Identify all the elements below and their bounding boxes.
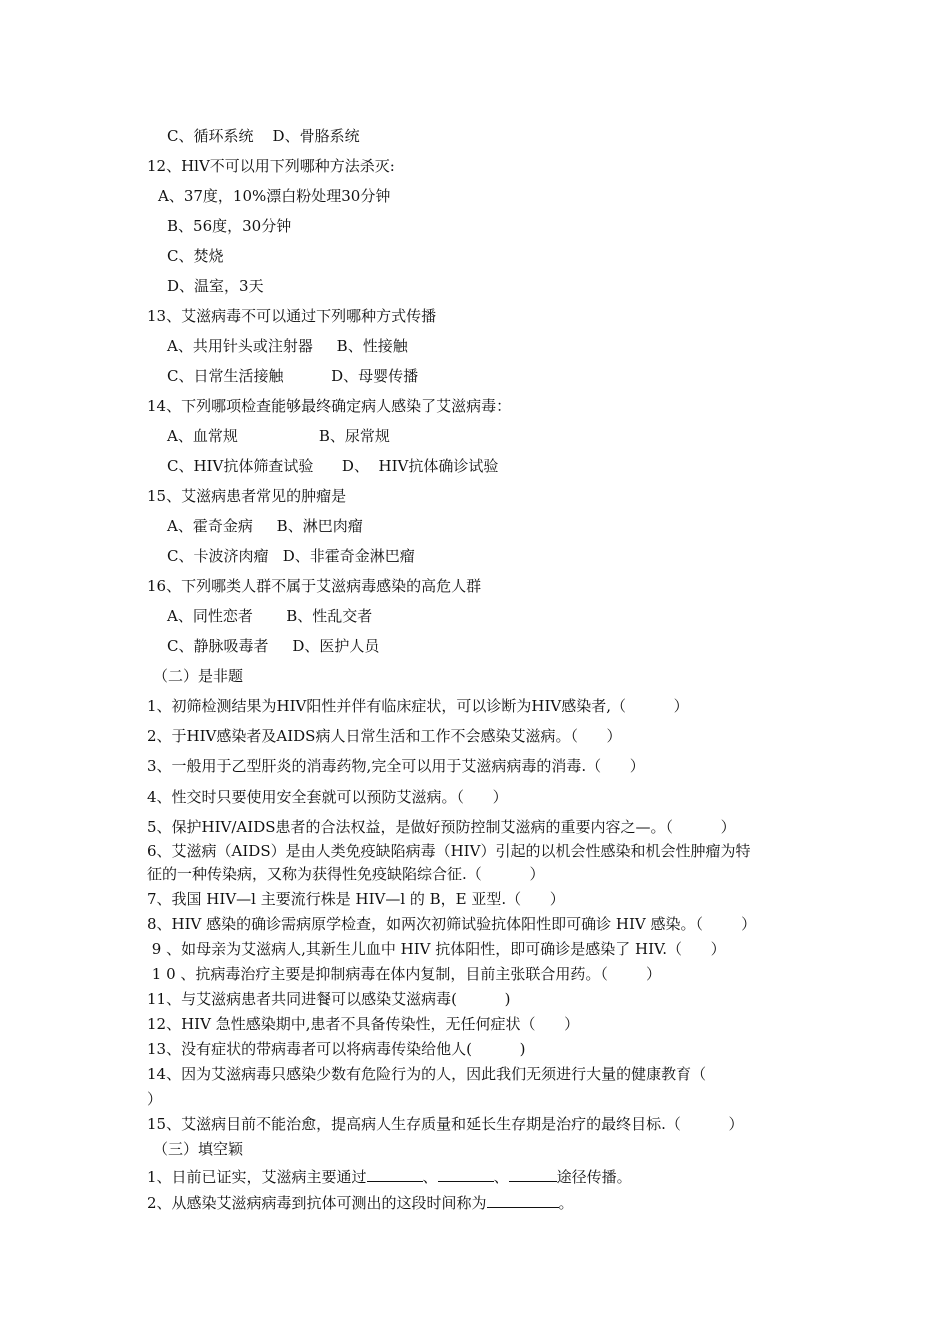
tf-item-3: 3、一般用于乙型肝炎的消毒药物,完全可以用于艾滋病病毒的消毒.（ ）: [147, 757, 645, 775]
tf-item-9: 9 、如母亲为艾滋病人,其新生儿血中 HIV 抗体阳性，即可确诊是感染了 HIV.（ ）: [147, 940, 726, 958]
tf-item-6-line-1: 6、艾滋病（AIDS）是由人类免疫缺陷病毒（HIV）引起的以机会性感染和机会性肿瘤为特: [147, 842, 751, 860]
tf-item-14-line-2: ）: [147, 1090, 163, 1108]
fill-item-2-text: 2、从感染艾滋病病毒到抗体可测出的这段时间称为: [147, 1194, 487, 1212]
q16-options-ab: A、同性恋者 B、性乱交者: [167, 607, 373, 625]
q13-options-cd: C、日常生活接触 D、母婴传播: [167, 367, 419, 385]
fill-item-2-end: 。: [558, 1194, 574, 1212]
q14-options-ab: A、血常规 B、尿常规: [167, 427, 390, 445]
q16-options-cd: C、静脉吸毒者 D、医护人员: [167, 637, 380, 655]
q16-question: 16、下列哪类人群不属于艾滋病毒感染的高危人群: [147, 577, 482, 595]
q12-question: 12、HlV不可以用下列哪种方法杀灭:: [147, 157, 395, 175]
tf-item-4: 4、性交时只要使用安全套就可以预防艾滋病。（ ）: [147, 788, 508, 806]
tf-item-10: 1 0 、抗病毒治疗主要是抑制病毒在体内复制，目前主张联合用药。（ ）: [147, 965, 662, 983]
true-false-heading: （二）是非题: [153, 667, 244, 685]
q11-options-cd: C、循环系统 D、骨胳系统: [167, 127, 360, 145]
tf-item-2: 2、于HIV感染者及AIDS病人日常生活和工作不会感染艾滋病。（ ）: [147, 727, 622, 745]
blank-2[interactable]: [438, 1167, 494, 1182]
separator: 、: [493, 1168, 509, 1186]
fill-item-1-text: 1、日前已证实，艾滋病主要通过: [147, 1168, 367, 1186]
blank-4[interactable]: [487, 1193, 559, 1208]
blank-1[interactable]: [367, 1167, 423, 1182]
tf-item-15: 15、艾滋病目前不能治愈，提高病人生存质量和延长生存期是治疗的最终目标.（ ）: [147, 1115, 744, 1133]
blank-3[interactable]: [509, 1167, 557, 1182]
tf-item-1: 1、初筛检测结果为HIV阳性并伴有临床症状，可以诊断为HIV感染者,（ ）: [147, 697, 689, 715]
tf-item-7: 7、我国 HIV—l 主要流行株是 HIV—l 的 B，E 亚型.（ ）: [147, 890, 565, 908]
q12-option-c: C、焚烧: [167, 247, 224, 265]
separator: 、: [422, 1168, 438, 1186]
q13-question: 13、艾滋病毒不可以通过下列哪种方式传播: [147, 307, 437, 325]
q15-question: 15、艾滋病患者常见的肿瘤是: [147, 487, 347, 505]
tf-item-5: 5、保护HIV/AIDS患者的合法权益，是做好预防控制艾滋病的重要内容之—。（ ）: [147, 818, 736, 836]
q12-option-d: D、温室，3天: [167, 277, 264, 295]
q12-option-b: B、56度，30分钟: [167, 217, 292, 235]
q13-options-ab: A、共用针头或注射器 B、性接触: [167, 337, 408, 355]
tf-item-14-line-1: 14、因为艾滋病毒只感染少数有危险行为的人，因此我们无须进行大量的健康教育（: [147, 1065, 707, 1083]
tf-item-6-line-2: 征的一种传染病，又称为获得性免疫缺陷综合征.（ ）: [147, 865, 545, 883]
q12-option-a: A、37度，10%漂白粉处理30分钟: [158, 187, 391, 205]
fill-item-1-end: 途径传播。: [556, 1168, 632, 1186]
fill-blank-heading: （三）填空颖: [153, 1140, 244, 1158]
q15-options-ab: A、霍奇金病 B、淋巴肉瘤: [167, 517, 363, 535]
tf-item-13: 13、没有症状的带病毒者可以将病毒传染给他人( ): [147, 1040, 526, 1058]
tf-item-12: 12、HIV 急性感染期中,患者不具备传染性，无任何症状（ ）: [147, 1015, 580, 1033]
tf-item-11: 11、与艾滋病患者共同进餐可以感染艾滋病毒( ): [147, 990, 511, 1008]
q14-options-cd: C、HIV抗体筛查试验 D、 HIV抗体确诊试验: [167, 457, 499, 475]
q15-options-cd: C、卡波济肉瘤 D、非霍奇金淋巴瘤: [167, 547, 415, 565]
tf-item-8: 8、HIV 感染的确诊需病原学检查，如两次初筛试验抗体阳性即可确诊 HIV 感染。（ ）: [147, 915, 757, 933]
fill-item-2: [147, 1193, 574, 1211]
q14-question: 14、下列哪项检查能够最终确定病人感染了艾滋病毒：: [147, 397, 512, 415]
fill-item-1: [147, 1167, 632, 1185]
